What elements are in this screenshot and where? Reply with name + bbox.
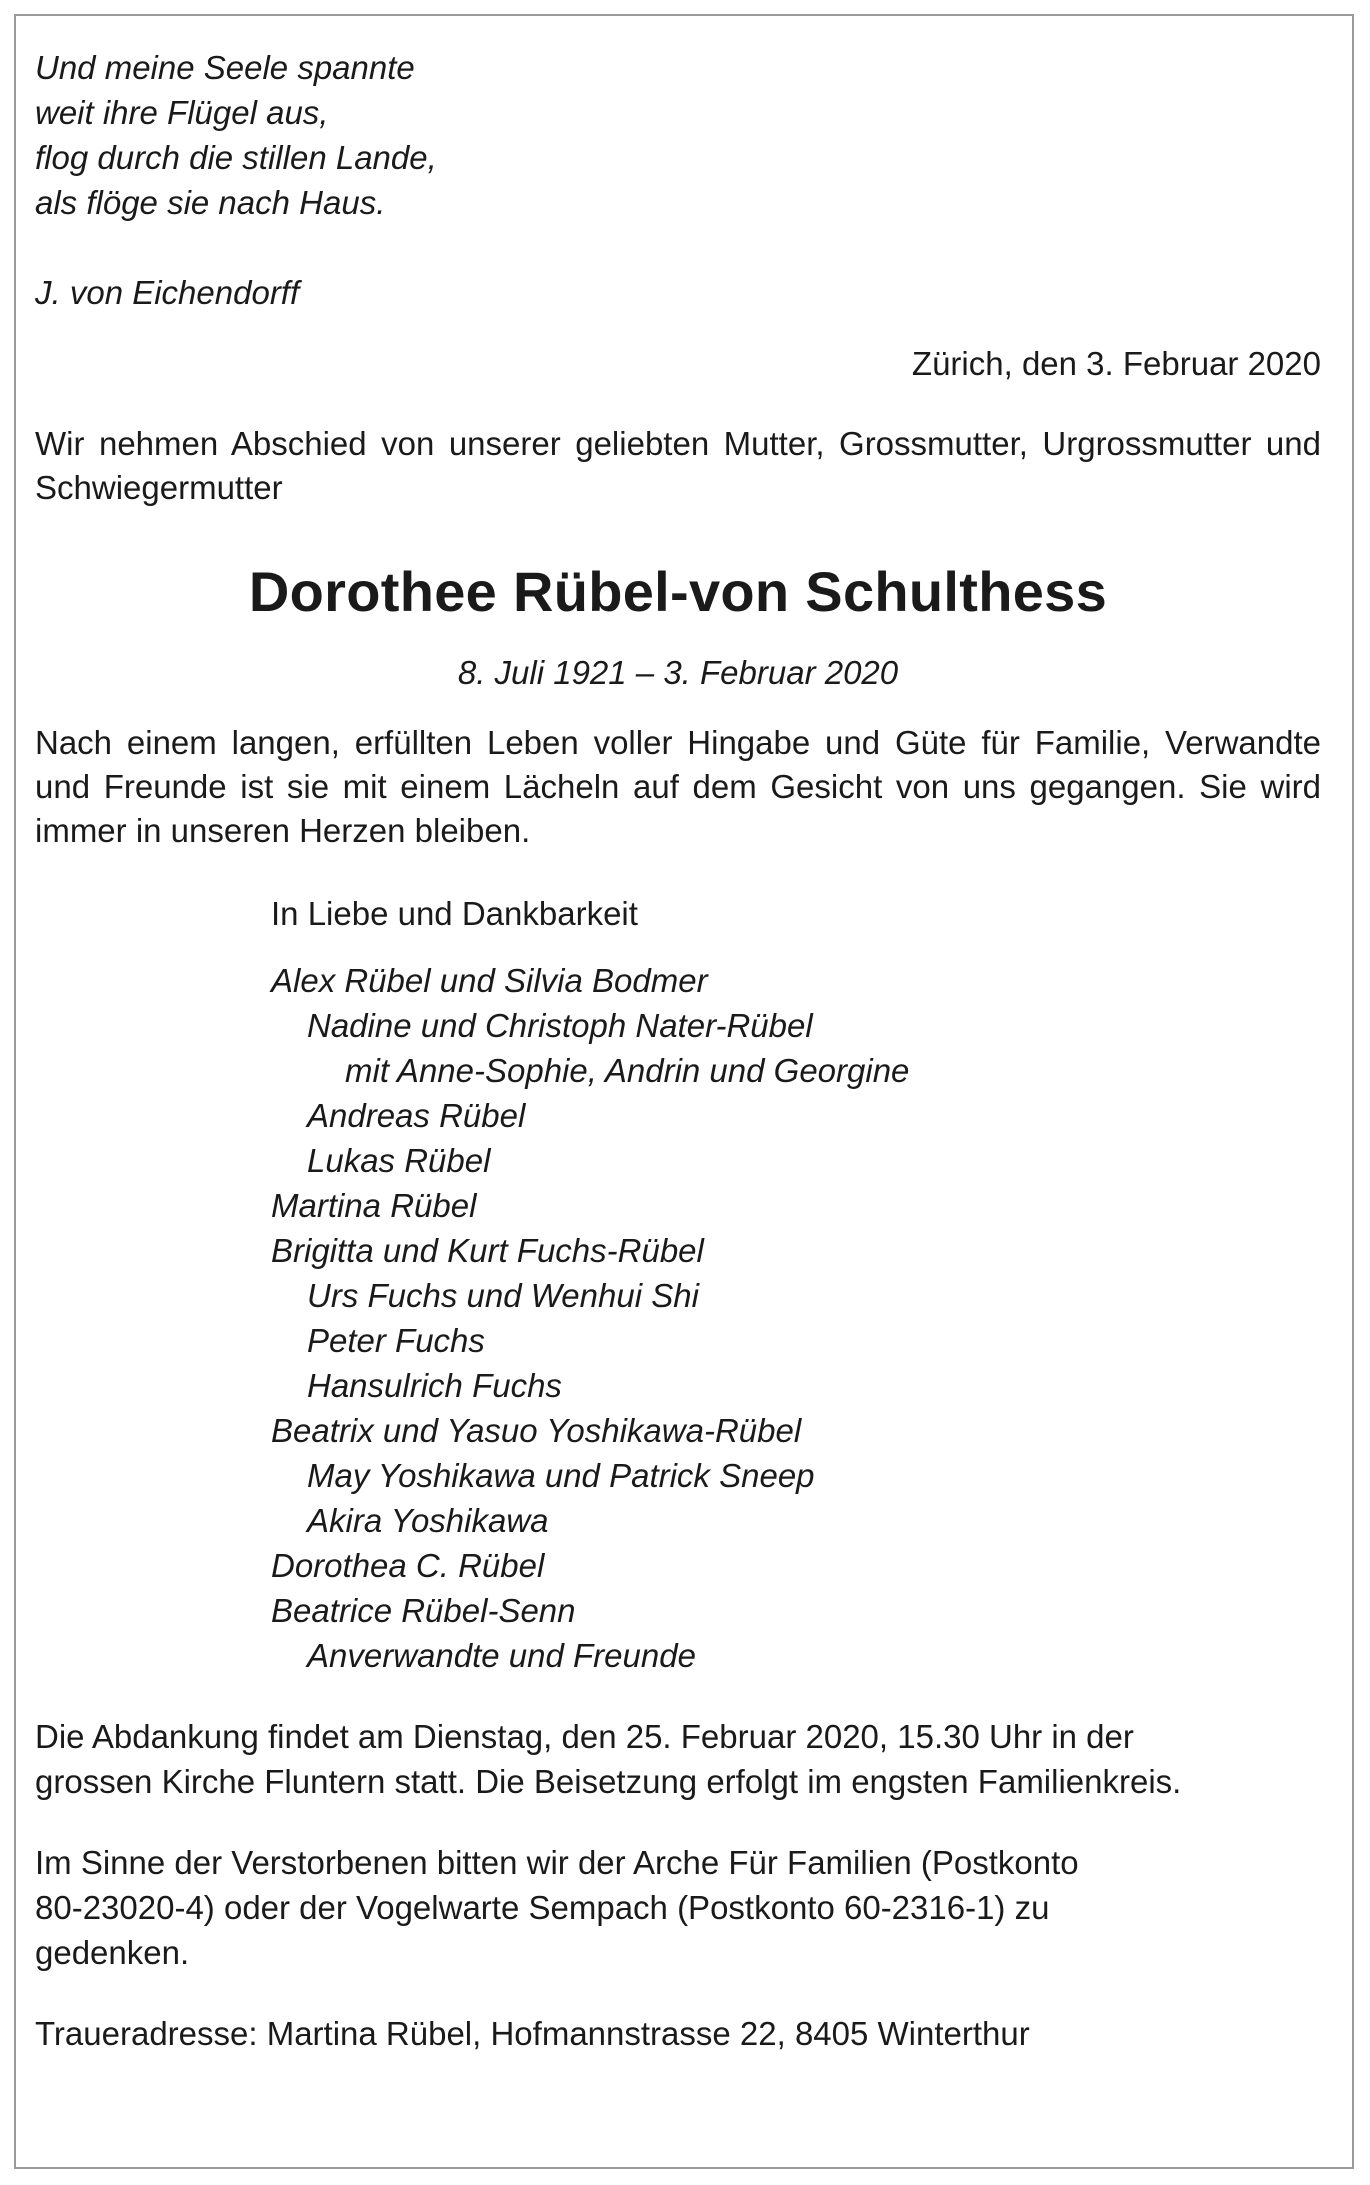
mourner-entry: May Yoshikawa und Patrick Sneep bbox=[307, 1457, 815, 1494]
mourner-entry: Brigitta und Kurt Fuchs-Rübel bbox=[271, 1232, 704, 1269]
mourner-entry: Andreas Rübel bbox=[307, 1097, 526, 1134]
ceremony-line: Die Abdankung findet am Dienstag, den 25. Februar 2020, 15.30 Uhr in der bbox=[35, 1718, 1134, 1755]
donation-line: 80-23020-4) oder der Vogelwarte Sempach (Postkonto 60-2316-1) zu bbox=[35, 1889, 1050, 1926]
tribute-text: Nach einem langen, erfüllten Leben voller Hingabe und Güte für Familie, Verwandte und Freunde ist sie mit einem Lächeln auf dem Gesicht von uns gegangen. Sie wird immer in unseren Herzen bleiben. bbox=[35, 724, 1321, 849]
ceremony-info bbox=[35, 1714, 1321, 1804]
mourner-entry: Anverwandte und Freunde bbox=[307, 1637, 696, 1674]
mourner-entry: Beatrice Rübel-Senn bbox=[271, 1592, 576, 1629]
poem-line: weit ihre Flügel aus, bbox=[35, 94, 329, 131]
mourner-entry: Martina Rübel bbox=[271, 1187, 477, 1224]
poem-line: flog durch die stillen Lande, bbox=[35, 139, 437, 176]
intro-text: Wir nehmen Abschied von unserer geliebten Mutter, Grossmutter, Urgrossmutter und Schwiegermutter bbox=[35, 425, 1321, 506]
ceremony-line: grossen Kirche Fluntern statt. Die Beisetzung erfolgt im engsten Familienkreis. bbox=[35, 1763, 1182, 1800]
mourner-entry: Hansulrich Fuchs bbox=[307, 1367, 562, 1404]
poem-line: als flöge sie nach Haus. bbox=[35, 184, 386, 221]
poem-line: Und meine Seele spannte bbox=[35, 49, 415, 86]
deceased-name: Dorothee Rübel-von Schulthess bbox=[248, 560, 1108, 623]
poem-author: J. von Eichendorff bbox=[35, 274, 300, 311]
donation-line: Im Sinne der Verstorbenen bitten wir der Arche Für Familien (Postkonto bbox=[35, 1844, 1079, 1881]
mourner-entry: mit Anne-Sophie, Andrin und Georgine bbox=[345, 1052, 910, 1089]
donation-info bbox=[35, 1840, 1321, 1975]
closing-phrase: In Liebe und Dankbarkeit bbox=[271, 895, 638, 932]
mourner-entry: Beatrix und Yasuo Yoshikawa-Rübel bbox=[271, 1412, 802, 1449]
mourner-entry: Peter Fuchs bbox=[307, 1322, 485, 1359]
signature-block bbox=[35, 891, 1321, 1678]
mourner-entry: Nadine und Christoph Nater-Rübel bbox=[307, 1007, 813, 1044]
life-dates: 8. Juli 1921 – 3. Februar 2020 bbox=[457, 654, 899, 691]
donation-line: gedenken. bbox=[35, 1934, 190, 1971]
mourning-address: Traueradresse: Martina Rübel, Hofmannstrasse 22, 8405 Winterthur bbox=[35, 2015, 1030, 2052]
poem bbox=[35, 45, 1321, 315]
mourner-entry: Lukas Rübel bbox=[307, 1142, 491, 1179]
obituary-notice bbox=[35, 35, 1321, 2056]
mourner-entry: Alex Rübel und Silvia Bodmer bbox=[271, 962, 708, 999]
place-date: Zürich, den 3. Februar 2020 bbox=[911, 345, 1321, 382]
mourner-list bbox=[271, 958, 1321, 1678]
mourner-entry: Akira Yoshikawa bbox=[307, 1502, 549, 1539]
mourner-entry: Dorothea C. Rübel bbox=[271, 1547, 545, 1584]
mourner-entry: Urs Fuchs und Wenhui Shi bbox=[307, 1277, 699, 1314]
